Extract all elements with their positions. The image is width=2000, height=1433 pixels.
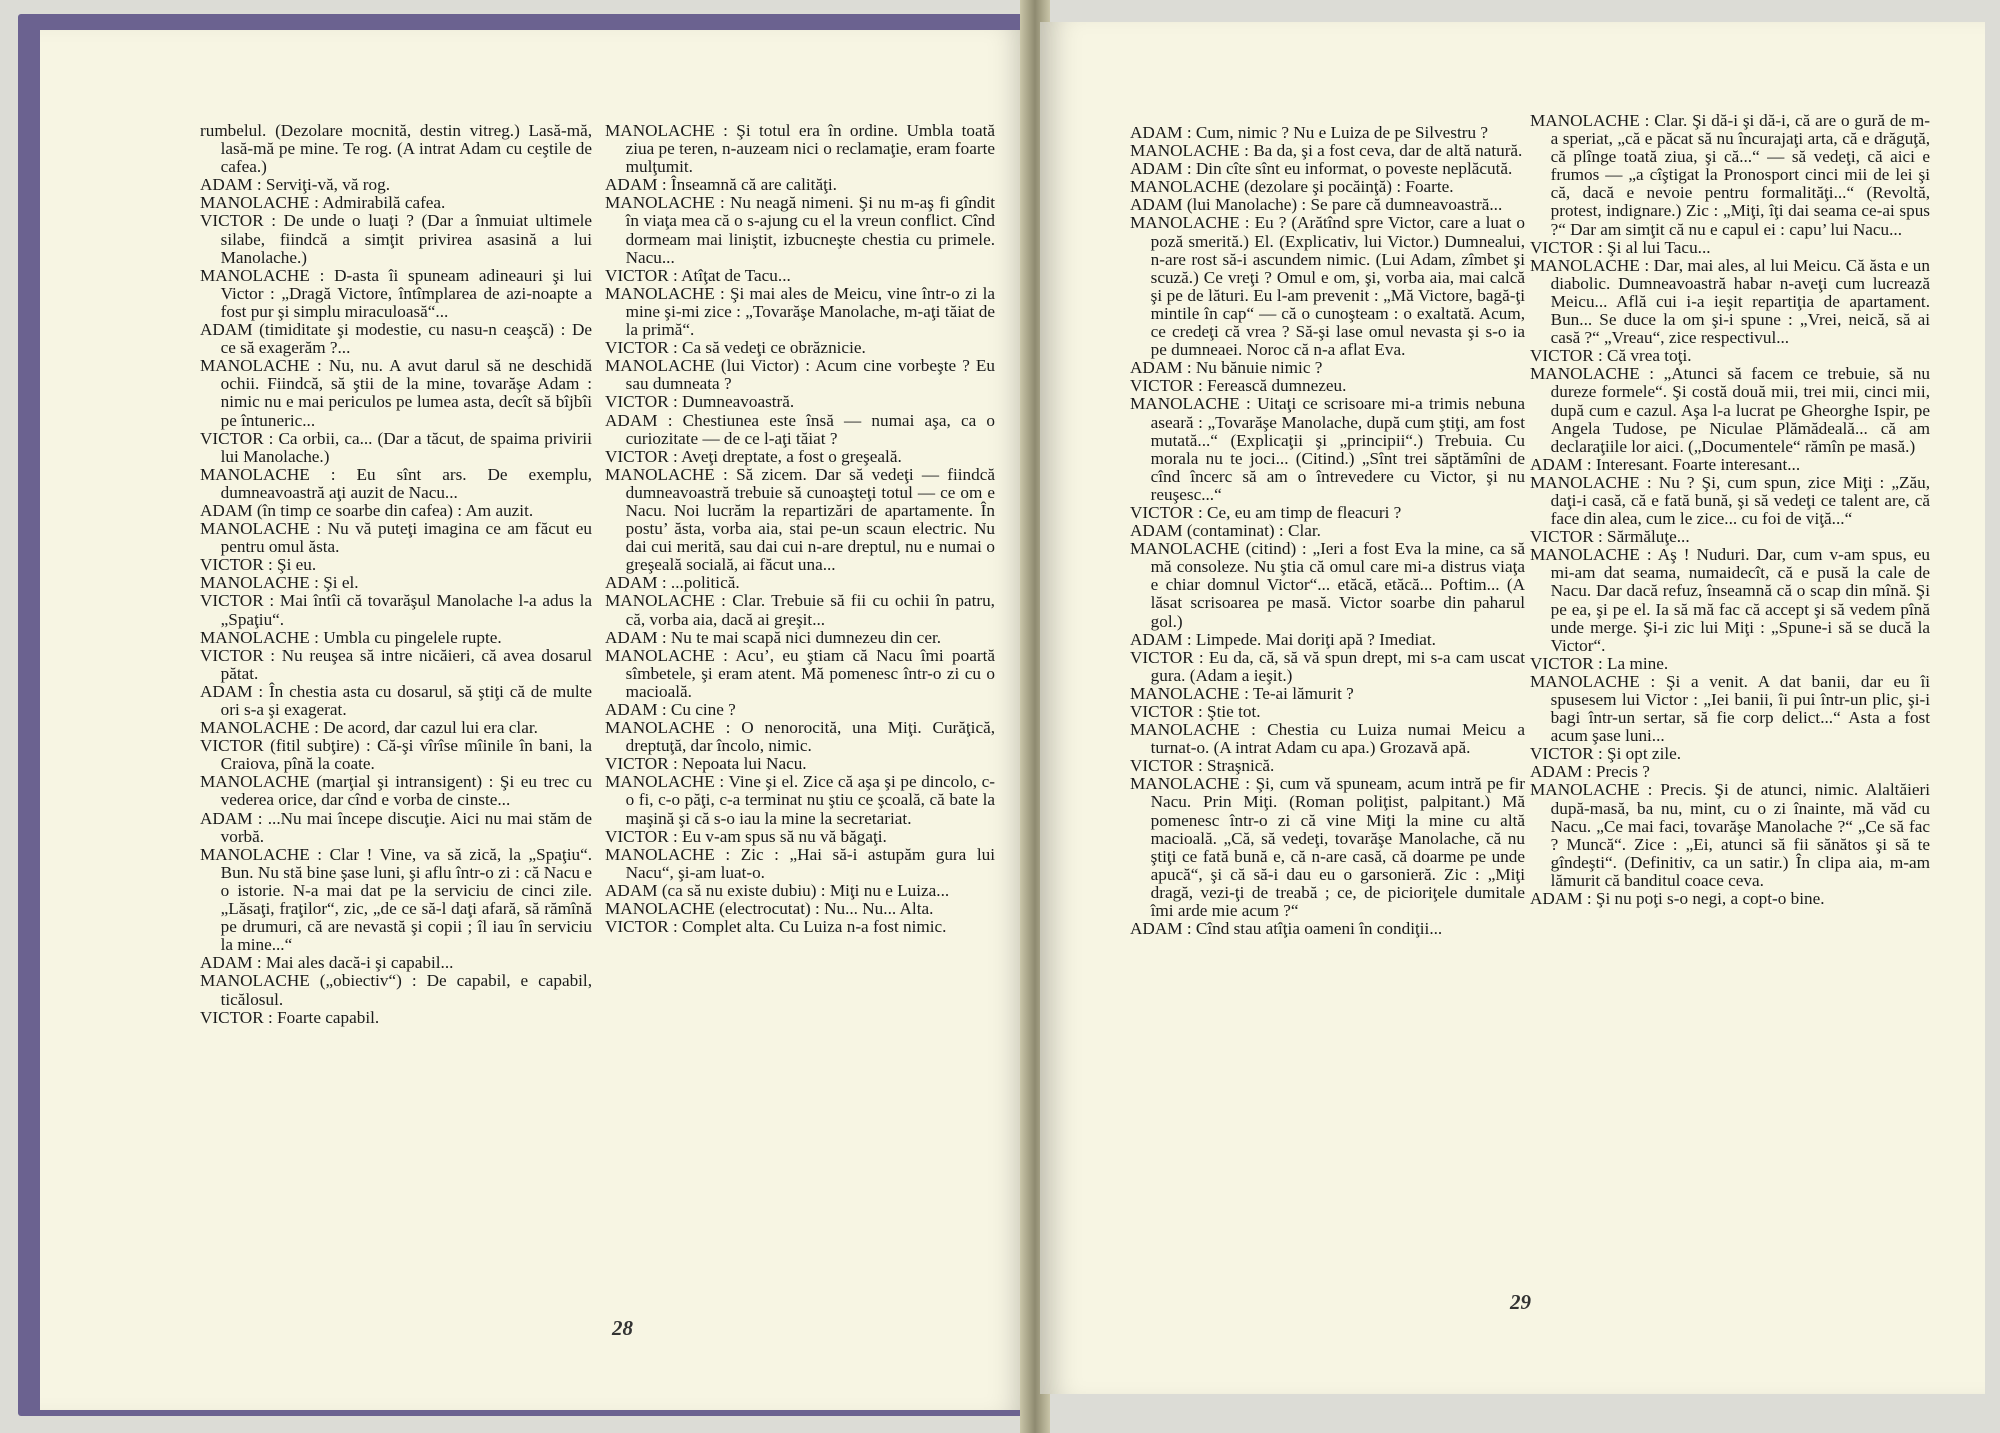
dialogue-line bbox=[1130, 649, 1525, 685]
speaker-name: MANOLACHE : bbox=[1530, 545, 1652, 565]
dialogue-text: (electrocutat) : Nu... Nu... Alta. bbox=[719, 899, 934, 919]
speaker-name: ADAM : bbox=[1130, 629, 1192, 649]
dialogue-line bbox=[1130, 359, 1525, 377]
dialogue-line bbox=[1530, 257, 1930, 347]
dialogue-text: Nepoata lui Nacu. bbox=[682, 754, 807, 774]
speaker-name: MANOLACHE : bbox=[1530, 671, 1656, 691]
speaker-name: VICTOR : bbox=[1530, 237, 1603, 257]
speaker-name: ADAM : bbox=[1530, 762, 1592, 782]
dialogue-text: Ba da, şi a fost ceva, dar de altă natură. bbox=[1253, 141, 1523, 161]
dialogue-line bbox=[200, 810, 592, 846]
speaker-name: MANOLACHE bbox=[605, 356, 715, 376]
dialogue-text: Să zicem. Dar să vedeţi — fiindcă dumneavoastră trebuie să cunoaşteţi totul — ce om e Nacu. Noi lucrăm la repartizări de apartamente. În postu’ ăsta, vorba aia, stai pe-un scaun electric. Nu dai cui merită, sau dai cui n-are dreptul, nu e numai o greşeală socială, ai făcut una... bbox=[625, 464, 996, 575]
speaker-name: MANOLACHE bbox=[605, 899, 715, 919]
speaker-name: MANOLACHE : bbox=[200, 844, 323, 864]
speaker-name: ADAM : bbox=[1130, 358, 1192, 378]
dialogue-line bbox=[1130, 196, 1525, 214]
dialogue-text: Şi a venit. A dat banii, dar eu îi spusesem lui Victor : „Iei banii, îi pui într-un plic, şi-i bagi într-un sertar, să fie corp delict...“ Asta a fost acum şase luni... bbox=[1550, 671, 1930, 746]
dialogue-line bbox=[605, 448, 995, 466]
dialogue-line bbox=[1530, 763, 1930, 781]
dialogue-text: Eu v-am spus să nu vă băgaţi. bbox=[682, 826, 887, 846]
dialogue-line bbox=[200, 773, 592, 809]
page-number-right: 29 bbox=[1510, 1290, 1531, 1314]
dialogue-text: ...Nu mai începe discuţie. Aici nu mai stăm de vorbă. bbox=[220, 808, 593, 846]
dialogue-line bbox=[1530, 655, 1930, 673]
dialogue-line bbox=[605, 755, 995, 773]
dialogue-text: Dar, mai ales, al lui Meicu. Că ăsta e un diabolic. Dumneavoastră habar n-aveţi cum lucrează Meicu... Află cui i-a ieşit repartiţia de apartament. Bun... Se duce la om şi-i spune : „Vrei, neică, să ai casă ?“ „Vreau“, zice respectivul... bbox=[1550, 255, 1930, 348]
speaker-name: VICTOR : bbox=[1530, 527, 1603, 547]
dialogue-line bbox=[1130, 540, 1525, 630]
dialogue-line bbox=[1130, 685, 1525, 703]
dialogue-line bbox=[200, 556, 592, 574]
dialogue-text: Nu, nu. A avut darul să ne deschidă ochii. Fiindcă, să ştii de la mine, tovarăşe Adam : nimic nu e mai periculos pe lumea asta, decît să bîjbîi pe întuneric... bbox=[220, 356, 592, 430]
dialogue-line bbox=[605, 466, 995, 575]
right-column-1 bbox=[1130, 124, 1525, 938]
speaker-name: VICTOR : bbox=[605, 754, 678, 774]
speaker-name: VICTOR : bbox=[605, 917, 678, 937]
dialogue-line bbox=[605, 122, 995, 176]
speaker-name: MANOLACHE : bbox=[605, 772, 725, 792]
dialogue-line bbox=[1130, 377, 1525, 395]
dialogue-text: În chestia asta cu dosarul, să ştiţi că de multe ori s-a şi exagerat. bbox=[220, 681, 592, 719]
dialogue-line bbox=[200, 357, 592, 429]
dialogue-text: Aş ! Nuduri. Dar, cum v-am spus, eu mi-am dat seama, numaidecît, că e pusă la cale de Nacu. Dar dacă refuz, înseamnă că o scap din mînă. Şi pe ea, şi pe el. Ia să mă fac că accept şi să vedem pînă unde merge. Şi-i zic lui Miţi : „Spune-i să se ducă la Victor“. bbox=[1550, 545, 1930, 655]
dialogue-text: Ştie tot. bbox=[1207, 702, 1261, 721]
dialogue-line bbox=[605, 918, 995, 936]
dialogue-line bbox=[200, 592, 592, 628]
dialogue-line bbox=[200, 1009, 592, 1027]
speaker-name: VICTOR : bbox=[1530, 744, 1603, 764]
dialogue-line bbox=[605, 285, 995, 339]
speaker-name: MANOLACHE : bbox=[1130, 720, 1256, 740]
speaker-name: ADAM : bbox=[1130, 123, 1192, 142]
right-page bbox=[1040, 22, 1985, 1394]
speaker-name: VICTOR : bbox=[1530, 653, 1603, 673]
dialogue-line bbox=[1130, 395, 1525, 504]
speaker-name: MANOLACHE : bbox=[1130, 683, 1249, 703]
dialogue-line bbox=[1530, 546, 1930, 655]
dialogue-line bbox=[200, 176, 592, 194]
dialogue-text: (lui Victor) : Acum cine vorbeşte ? Eu sau dumneata ? bbox=[625, 356, 995, 394]
dialogue-text: (timiditate şi modestie, cu nasu-n ceaşcă) : De ce să exagerăm ?... bbox=[220, 320, 593, 358]
speaker-name: VICTOR : bbox=[1130, 502, 1203, 522]
speaker-name: VICTOR : bbox=[605, 826, 678, 846]
speaker-name: ADAM : bbox=[200, 953, 262, 973]
speaker-name: ADAM : bbox=[605, 175, 667, 195]
dialogue-line bbox=[1530, 474, 1930, 528]
dialogue-line bbox=[1530, 673, 1930, 745]
dialogue-text: Foarte capabil. bbox=[277, 1007, 380, 1027]
speaker-name: ADAM : bbox=[605, 627, 667, 647]
speaker-name: MANOLACHE : bbox=[200, 193, 319, 213]
speaker-name: ADAM bbox=[200, 320, 253, 340]
speaker-name: ADAM : bbox=[1130, 919, 1192, 939]
dialogue-line bbox=[1130, 775, 1525, 920]
dialogue-text: Şi el. bbox=[323, 573, 359, 593]
dialogue-line bbox=[200, 737, 592, 773]
dialogue-text: Nu neagă nimeni. Şi nu m-aş fi gîndit în viaţa mea că o s-ajung cu el la vreun conflict. Cînd dormeam mai liniştit, izbucneşte chestia cu primele. Nacu... bbox=[625, 193, 995, 267]
speaker-name: MANOLACHE : bbox=[605, 464, 728, 484]
speaker-name: MANOLACHE : bbox=[200, 464, 336, 484]
dialogue-line bbox=[1130, 214, 1525, 359]
speaker-name: MANOLACHE : bbox=[200, 356, 322, 376]
dialogue-text: Cu cine ? bbox=[670, 700, 736, 719]
dialogue-line bbox=[1130, 757, 1525, 775]
dialogue-text: Ce, eu am timp de fleacuri ? bbox=[1207, 502, 1402, 522]
dialogue-text: Şi mai ales de Meicu, vine într-o zi la mine şi-mi zice : „Tovarăşe Manolache, m-aţi tăiat de la primă“. bbox=[625, 283, 996, 340]
dialogue-line bbox=[605, 393, 995, 411]
speaker-name: ADAM : bbox=[200, 681, 264, 701]
left-column-1 bbox=[200, 122, 592, 1027]
dialogue-line bbox=[1130, 631, 1525, 649]
right-column-2 bbox=[1530, 112, 1930, 908]
dialogue-text: Şi totul era în ordine. Umbla toată ziua pe teren, n-auzeam nici o reclamaţie, eram foarte mulţumit. bbox=[625, 121, 995, 177]
dialogue-text: Nu te mai scapă nici dumnezeu din cer. bbox=[670, 627, 942, 647]
dialogue-text: Interesant. Foarte interesant... bbox=[1595, 454, 1801, 474]
dialogue-line bbox=[200, 574, 592, 592]
dialogue-line bbox=[200, 520, 592, 556]
dialogue-text: Te-ai lămurit ? bbox=[1252, 683, 1354, 703]
speaker-name: ADAM : bbox=[1530, 454, 1592, 474]
dialogue-text: Ferească dumnezeu. bbox=[1207, 376, 1347, 396]
dialogue-line bbox=[605, 773, 995, 827]
dialogue-text: Uitaţi ce scrisoare mi-a trimis nebuna aseară : „Tovarăşe Manolache, după cum ştiţi, am fost mutată...“ (Explicaţii şi „principii“.) Trebuia. Cu moralа nu te joci... (Citind.) „Sînt trei săptămîni de cînd încerc să am o întrevedere cu Victor, şi nu reuşesc...“ bbox=[1150, 394, 1525, 504]
dialogue-text: De acord, dar cazul lui era clar. bbox=[323, 718, 538, 738]
dialogue-text: Nu reuşea să intre nicăieri, că avea dosarul pătat. bbox=[220, 645, 593, 683]
dialogue-line bbox=[1130, 504, 1525, 522]
dialogue-line bbox=[605, 574, 995, 592]
speaker-name: VICTOR : bbox=[1130, 702, 1203, 721]
dialogue-text: Ca să vedeţi ce obrăznicie. bbox=[682, 338, 866, 358]
dialogue-line bbox=[605, 629, 995, 647]
dialogue-text: Serviţi-vă, vă rog. bbox=[265, 175, 390, 195]
dialogue-line bbox=[1130, 160, 1525, 178]
dialogue-text: Clar ! Vine, va să zică, la „Spaţiu“. Bun. Nu stă bine şase luni, şi aflu într-o zi : că Nacu e o istorie. N-a mai dat pe la serviciu de cinci zile. „Lăsaţi, fraţilor“, zic, „de ce să-l daţi afară, să rămînă pe drumuri, că are nevastă şi copii ; îl iau în serviciu la mine...“ bbox=[220, 844, 593, 955]
dialogue-text: Acu’, eu ştiam că Nacu îmi poartă sîmbetele, şi eram atent. Mă pomenesc într-o zi cu o macioală. bbox=[625, 645, 995, 701]
dialogue-text: Eu da, că, să vă spun drept, mi s-a cam uscat gura. (Adam a ieşit.) bbox=[1150, 647, 1525, 685]
speaker-name: MANOLACHE : bbox=[200, 627, 319, 647]
dialogue-line bbox=[200, 321, 592, 357]
dialogue-text: Vine şi el. Zice că aşa şi pe dincolo, c-o fi, c-o păţi, c-a terminat nu ştiu ce şcoală, că bate la maşină şi că s-o iau la mine la secretariat. bbox=[625, 772, 995, 828]
dialogue-line bbox=[605, 900, 995, 918]
speaker-name: VICTOR : bbox=[1130, 647, 1204, 667]
dialogue-line bbox=[200, 954, 592, 972]
dialogue-line bbox=[1530, 745, 1930, 763]
dialogue-text: rumbelul. (Dezolare mocnită, destin vitreg.) Lasă-mă, lasă-mă pe mine. Te rog. (A intrat Adam cu ceştile de cafea.) bbox=[200, 121, 592, 177]
dialogue-line bbox=[605, 647, 995, 701]
speaker-name: MANOLACHE bbox=[200, 772, 310, 792]
speaker-name: MANOLACHE : bbox=[1130, 774, 1251, 794]
dialogue-text: Mai întîi că tovarăşul Manolache l-a adus la „Spaţiu“. bbox=[220, 591, 593, 629]
speaker-name: MANOLACHE bbox=[1130, 177, 1240, 197]
dialogue-text: Înseamnă că are calităţi. bbox=[670, 175, 837, 195]
speaker-name: ADAM bbox=[1130, 521, 1183, 541]
speaker-name: ADAM : bbox=[1130, 159, 1192, 179]
dialogue-text: Precis. Şi de atunci, nimic. Alaltăieri după-masă, ba nu, mint, cu o zi înainte, mă văd cu Nacu. „Ce mai faci, tovarăşe Manolache ?“ „Ce să fac ? Muncă“. Zice : „Ei, atunci să fii sănătos şi să te gîndeşti“. (Definitiv, ca un satir.) În clipa aia, m-am lămurit că banditul coace ceva. bbox=[1550, 780, 1930, 890]
dialogue-text: „Atunci să facem ce trebuie, să nu dureze formele“. Şi costă două mii, trei mii, cinci mii, după cum e cazul. Aşa l-a lucrat pe Gheorghe Ispir, pe Angela Tudose, pe Niculae Plămădeală... că am declaraţiile lor aici. („Documentele“ rămîn pe masă.) bbox=[1550, 364, 1931, 456]
dialogue-line bbox=[200, 647, 592, 683]
dialogue-text: O nenorocită, una Miţi. Curăţică, dreptuţă, dar încolo, nimic. bbox=[625, 718, 995, 756]
speaker-name: MANOLACHE : bbox=[1530, 780, 1653, 800]
dialogue-line bbox=[605, 846, 995, 882]
dialogue-text: Eu ? (Arătînd spre Victor, care a luat o poză smerită.) El. (Explicativ, lui Victor.) Dumnealui, n-are rost să-i ascundem nimic. (Lui Adam, zîmbet şi scuză.) Ce vreţi ? Omul e om, şi, vorba aia, mai calcă şi pe de lături. Eu l-am prevenit : „Mă Victore, bagă-ţi mintile în cap“ — că o cunoşteam : o exaltată. Acum, ce credeţi că vrea ? Să-şi lase omul nevasta şi s-o ia pe dumneaei. Noroc că n-a aflat Eva. bbox=[1150, 213, 1525, 360]
speaker-name: ADAM : bbox=[200, 175, 262, 195]
dialogue-text: (ca să nu existe dubiu) : Miţi nu e Luiza... bbox=[661, 880, 950, 900]
dialogue-line bbox=[1130, 703, 1525, 721]
speaker-name: MANOLACHE : bbox=[605, 283, 725, 303]
dialogue-line bbox=[1130, 522, 1525, 540]
speaker-name: ADAM bbox=[1130, 195, 1183, 215]
speaker-name: VICTOR : bbox=[200, 211, 276, 231]
dialogue-text: (fitil subţire) : Că-şi vîrîse mîinile în bani, la Craiova, pînă la coate. bbox=[220, 736, 593, 774]
dialogue-line bbox=[1530, 528, 1930, 546]
dialogue-line bbox=[200, 212, 592, 266]
dialogue-line bbox=[605, 194, 995, 266]
dialogue-line bbox=[200, 629, 592, 647]
speaker-name: VICTOR : bbox=[605, 338, 678, 358]
dialogue-line bbox=[1130, 178, 1525, 196]
dialogue-line bbox=[200, 430, 592, 466]
dialogue-line bbox=[1130, 721, 1525, 757]
speaker-name: VICTOR : bbox=[605, 265, 678, 285]
speaker-name: MANOLACHE bbox=[200, 971, 310, 991]
dialogue-line bbox=[1530, 239, 1930, 257]
dialogue-text: Atîţat de Tacu... bbox=[681, 265, 791, 285]
speaker-name: VICTOR : bbox=[200, 645, 276, 665]
dialogue-text: Din cîte sînt eu informat, o poveste neplăcută. bbox=[1195, 159, 1513, 179]
speaker-name: MANOLACHE : bbox=[605, 645, 728, 665]
speaker-name: VICTOR : bbox=[1130, 376, 1203, 396]
speaker-name: MANOLACHE : bbox=[605, 121, 728, 140]
dialogue-text: Şi opt zile. bbox=[1607, 744, 1682, 764]
dialogue-text: De unde o luaţi ? (Dar a înmuiat ultimele silabe, fiindcă a simţit privirea asasină a lui Manolache.) bbox=[220, 211, 593, 267]
left-column-2 bbox=[605, 122, 995, 936]
dialogue-text: (în timp ce soarbe din cafea) : Am auzit. bbox=[256, 500, 534, 520]
speaker-name: MANOLACHE : bbox=[200, 265, 325, 285]
dialogue-text: (marţial şi intransigent) : Şi eu trec cu vederea orice, dar cînd e vorba de cinste... bbox=[220, 772, 593, 810]
dialogue-line bbox=[605, 357, 995, 393]
dialogue-text: D-asta îi spuneam adineauri şi lui Victor : „Dragă Victore, întîmplarea de azi-noapte a fost pur şi simplu miraculoasă“... bbox=[220, 265, 592, 321]
dialogue-text: Zic : „Hai să-i astupăm gura lui Nacu“, şi-am luat-o. bbox=[625, 844, 995, 882]
dialogue-text: Chestia cu Luiza numai Meicu a turnat-o. (A intrat Adam cu apa.) Grozavă apă. bbox=[1150, 720, 1525, 758]
dialogue-line bbox=[1130, 920, 1525, 938]
speaker-name: MANOLACHE : bbox=[605, 591, 726, 611]
dialogue-line bbox=[1530, 112, 1930, 239]
dialogue-text: Umbla cu pingelele rupte. bbox=[323, 627, 502, 647]
dialogue-text: Chestiunea este însă — numai aşa, ca o curiozitate — de ce l-aţi tăiat ? bbox=[625, 410, 995, 448]
dialogue-text: Precis ? bbox=[1595, 762, 1650, 782]
speaker-name: MANOLACHE : bbox=[1130, 394, 1251, 414]
dialogue-line bbox=[200, 846, 592, 955]
speaker-name: ADAM : bbox=[200, 808, 263, 828]
dialogue-text: Nu bănuie nimic ? bbox=[1195, 358, 1323, 378]
speaker-name: MANOLACHE : bbox=[605, 193, 725, 213]
dialogue-text: Ca orbii, ca... (Dar a tăcut, de spaima privirii lui Manolache.) bbox=[220, 428, 592, 466]
dialogue-text: ...politică. bbox=[670, 573, 740, 593]
dialogue-line bbox=[200, 122, 592, 176]
speaker-name: MANOLACHE : bbox=[605, 718, 731, 738]
dialogue-text: Cînd stau atîţia oameni în condiţii... bbox=[1195, 919, 1443, 939]
speaker-name: MANOLACHE : bbox=[200, 519, 322, 539]
dialogue-line bbox=[605, 828, 995, 846]
dialogue-text: Nu ? Şi, cum spun, zice Miţi : „Zău, daţi-i casă, că e fată bună, şi să vedeţi ce talent are, că face din alea, cum le zice... cu foi de viţă...“ bbox=[1550, 472, 1930, 529]
dialogue-text: Clar. Trebuie să fii cu ochii în patru, că, vorba aia, dacă ai greşit... bbox=[625, 591, 995, 629]
speaker-name: VICTOR : bbox=[200, 591, 275, 611]
speaker-name: VICTOR : bbox=[200, 1007, 273, 1027]
speaker-name: MANOLACHE : bbox=[1530, 111, 1650, 130]
dialogue-line bbox=[605, 267, 995, 285]
speaker-name: MANOLACHE : bbox=[200, 573, 319, 593]
dialogue-line bbox=[200, 683, 592, 719]
dialogue-line bbox=[200, 194, 592, 212]
speaker-name: VICTOR : bbox=[200, 555, 273, 575]
speaker-name: VICTOR : bbox=[1130, 756, 1203, 776]
dialogue-text: Sărmăluţe... bbox=[1607, 527, 1690, 547]
speaker-name: VICTOR : bbox=[605, 446, 678, 466]
dialogue-line bbox=[1530, 781, 1930, 890]
page-number-left: 28 bbox=[612, 1316, 633, 1340]
dialogue-text: Cum, nimic ? Nu e Luiza de pe Silvestru ? bbox=[1195, 123, 1489, 142]
dialogue-line bbox=[605, 701, 995, 719]
dialogue-text: (citind) : „Ieri a fost Eva la mine, ca să mă consoleze. Nu ştia că omul care mi-a distrus viaţa e chiar domnul Victor“... etăcă, etăcă... Poftim... (A lăsat scrisoarea pe masă. Victor soarbe din paharul gol.) bbox=[1150, 539, 1526, 631]
speaker-name: MANOLACHE : bbox=[1530, 364, 1655, 384]
speaker-name: MANOLACHE bbox=[1130, 539, 1240, 559]
speaker-name: VICTOR : bbox=[605, 392, 678, 412]
dialogue-line bbox=[605, 882, 995, 900]
dialogue-line bbox=[1130, 124, 1525, 142]
speaker-name: MANOLACHE : bbox=[1130, 141, 1249, 161]
dialogue-text: Admirabilă cafea. bbox=[322, 193, 446, 213]
dialogue-line bbox=[200, 466, 592, 502]
speaker-name: MANOLACHE : bbox=[1130, 213, 1250, 233]
dialogue-line bbox=[200, 502, 592, 520]
dialogue-text: (dezolare şi pocăinţă) : Foarte. bbox=[1244, 177, 1454, 197]
dialogue-text: Nu vă puteţi imagina ce am făcut eu pentru omul ăsta. bbox=[220, 519, 593, 557]
speaker-name: MANOLACHE : bbox=[1530, 472, 1652, 492]
dialogue-text: Mai ales dacă-i şi capabil... bbox=[265, 953, 454, 973]
dialogue-line bbox=[200, 719, 592, 737]
dialogue-text: (lui Manolache) : Se pare că dumneavoastră... bbox=[1186, 195, 1503, 215]
dialogue-line bbox=[605, 719, 995, 755]
left-page bbox=[40, 30, 1030, 1410]
speaker-name: VICTOR bbox=[200, 736, 264, 756]
dialogue-text: Că vrea toţi. bbox=[1607, 346, 1692, 366]
dialogue-text: Şi nu poţi s-o negi, a copt-o bine. bbox=[1595, 889, 1825, 909]
dialogue-line bbox=[1530, 365, 1930, 455]
speaker-name: MANOLACHE : bbox=[200, 718, 319, 738]
speaker-name: MANOLACHE : bbox=[1530, 255, 1650, 275]
dialogue-line bbox=[605, 412, 995, 448]
dialogue-line bbox=[200, 267, 592, 321]
dialogue-line bbox=[1530, 456, 1930, 474]
dialogue-line bbox=[1130, 142, 1525, 160]
dialogue-text: Eu sînt ars. De exemplu, dumneavoastră aţi auzit de Nacu... bbox=[220, 464, 592, 502]
dialogue-text: (contaminat) : Clar. bbox=[1186, 521, 1321, 541]
speaker-name: VICTOR : bbox=[1530, 346, 1603, 366]
dialogue-text: Dumneavoastră. bbox=[682, 392, 795, 412]
speaker-name: ADAM : bbox=[1530, 889, 1592, 909]
dialogue-text: Şi, cum vă spuneam, acum intră pe fir Nacu. Prin Miţi. (Roman poliţist, palpitant.) Mă pomenesc într-o zi că vine Miţi la mine cu altă macioală. „Că, să vedeţi, tovarăşe Manolache, că nu ştiţi ce fată bună e, că n-are casă, că doarme pe unde apucă“, şi că să-i dau eu o garsonieră. Zic : „Miţi dragă, vezi-ţi de treabă ; ce, de picioriţele dumitale îmi arde mie acum ?“ bbox=[1150, 774, 1526, 921]
dialogue-text: Complet alta. Cu Luiza n-a fost nimic. bbox=[682, 917, 947, 937]
dialogue-text: Şi al lui Tacu... bbox=[1607, 237, 1711, 257]
dialogue-line bbox=[200, 972, 592, 1008]
speaker-name: ADAM : bbox=[605, 573, 667, 593]
dialogue-text: („obiectiv“) : De capabil, e capabil, ticălosul. bbox=[220, 971, 593, 1009]
speaker-name: ADAM : bbox=[605, 410, 673, 430]
dialogue-text: Aveţi dreptate, a fost o greşeală. bbox=[681, 446, 902, 466]
dialogue-line bbox=[605, 592, 995, 628]
dialogue-line bbox=[1530, 890, 1930, 908]
dialogue-text: Şi eu. bbox=[277, 555, 317, 575]
dialogue-text: La mine. bbox=[1607, 653, 1669, 673]
dialogue-line bbox=[605, 176, 995, 194]
speaker-name: ADAM : bbox=[605, 700, 667, 719]
dialogue-text: Clar. Şi dă-i şi dă-i, că are o gură de m-a speriat, „că e păcat să nu încurajaţi arta, că e drăguţă, că plînge toată ziua, şi că...“ — să vedeţi, că aici e frumos — „a cîştigat la Pronosport cinci mii de lei şi că, dacă e nevoie pentru formalităţi...“ (Revoltă, protest, indignare.) Zic : „Miţi, îţi dai seama ce-ai spus ?“ Dar am simţit că nu e capul ei : capu’ lui Nacu... bbox=[1550, 111, 1930, 239]
dialogue-line bbox=[605, 339, 995, 357]
dialogue-text: Limpede. Mai doriţi apă ? Imediat. bbox=[1195, 629, 1436, 649]
speaker-name: VICTOR : bbox=[200, 428, 274, 448]
speaker-name: ADAM bbox=[200, 500, 253, 520]
dialogue-line bbox=[1530, 347, 1930, 365]
speaker-name: ADAM bbox=[605, 880, 658, 900]
dialogue-text: Straşnică. bbox=[1207, 756, 1275, 776]
speaker-name: MANOLACHE : bbox=[605, 844, 731, 864]
